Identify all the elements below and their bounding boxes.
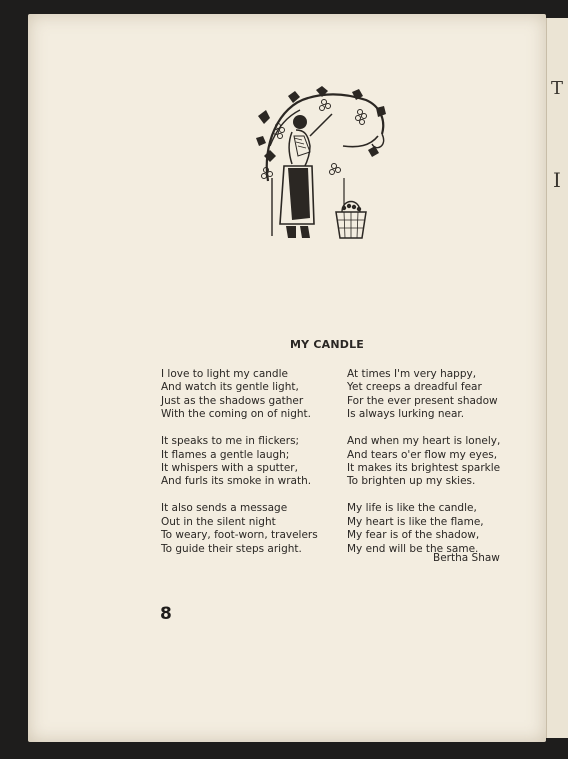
stanza — [347, 435, 501, 489]
stanza — [161, 502, 331, 556]
poem-author: Bertha Shaw — [433, 552, 500, 564]
poem-line: And furls its smoke in wrath. — [161, 475, 312, 488]
poem-title: MY CANDLE — [290, 338, 364, 351]
stanza — [347, 502, 497, 556]
poem-line: It makes its brightest sparkle — [347, 462, 501, 475]
adjacent-page-glyph: T — [551, 78, 564, 99]
poem-column-right — [347, 368, 501, 570]
poem-line: To weary, foot-worn, travelers — [161, 529, 318, 542]
poem-column-left — [161, 368, 331, 570]
poem-line: Just as the shadows gather — [161, 394, 304, 407]
stanza — [161, 368, 331, 422]
poem-line: It whispers with a sputter, — [161, 462, 298, 475]
poem-line: And watch its gentle light, — [161, 381, 299, 394]
stanza — [347, 368, 497, 422]
adjacent-page-edge — [546, 18, 568, 738]
poem-line: My end will be the same. — [347, 542, 479, 555]
poem-line: To brighten up my skies. — [347, 475, 476, 488]
poem-line: And tears o'er flow my eyes, — [347, 448, 498, 461]
grape-picker-illustration — [248, 86, 398, 258]
poem-line: I love to light my candle — [161, 368, 288, 380]
poem-line: It also sends a message — [161, 502, 288, 515]
poem-line: And when my heart is lonely, — [347, 435, 501, 448]
poem-line: Out in the silent night — [161, 515, 276, 528]
poem-line: My heart is like the flame, — [347, 515, 484, 528]
poem-line: My life is like the candle, — [347, 502, 477, 515]
page-number: 8 — [160, 604, 172, 624]
poem-line: Yet creeps a dreadful fear — [347, 381, 482, 394]
poem-line: At times I'm very happy, — [347, 368, 477, 380]
poem-line: To guide their steps aright. — [161, 542, 302, 555]
poem-line: It flames a gentle laugh; — [161, 448, 290, 461]
poem-line: Is always lurking near. — [347, 408, 465, 421]
poem-line: It speaks to me in flickers; — [161, 435, 300, 448]
adjacent-page-glyph: I — [553, 168, 561, 192]
stanza — [161, 435, 331, 489]
poem-line: With the coming on of night. — [161, 408, 311, 421]
poem-line: For the ever present shadow — [347, 394, 498, 407]
poem-line: My fear is of the shadow, — [347, 529, 480, 542]
